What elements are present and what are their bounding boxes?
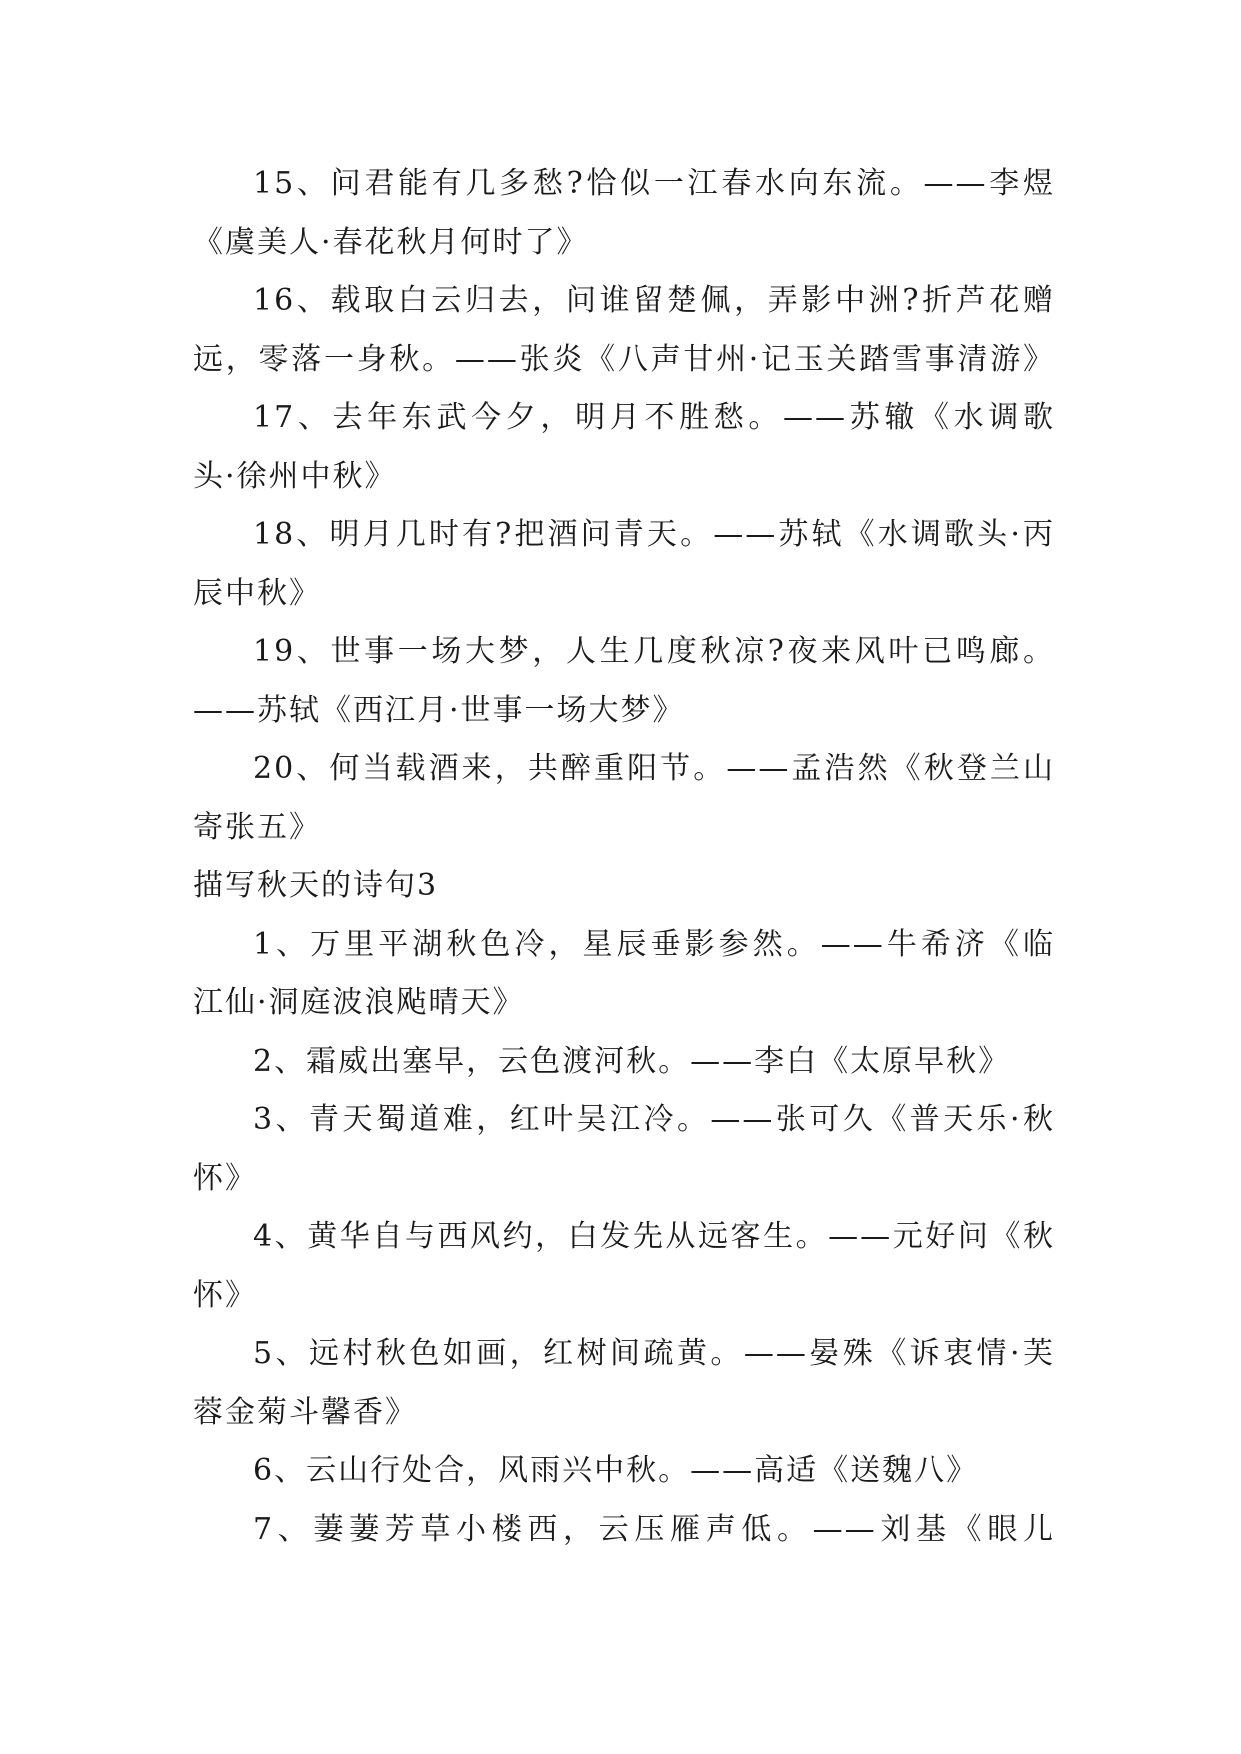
- poem-line: 17、去年东武今夕，明月不胜愁。——苏辙《水调歌: [253, 400, 1055, 435]
- poem-line: 蓉金菊斗馨香》: [193, 1394, 417, 1430]
- document-body: [193, 155, 1055, 1559]
- poem-line: 2、霜威出塞早，云色渡河秋。——李白《太原早秋》: [253, 1043, 1011, 1079]
- poem-line: 《虞美人·春花秋月何时了》: [193, 224, 589, 260]
- poem-line: 15、问君能有几多愁?恰似一江春水向东流。——李煜: [253, 166, 1055, 201]
- poem-line: ——苏轼《西江月·世事一场大梦》: [193, 692, 685, 728]
- poem-line: 江仙·洞庭波浪飐晴天》: [193, 985, 525, 1020]
- poem-line: 20、何当载酒来，共醉重阳节。——孟浩然《秋登兰山: [253, 751, 1055, 786]
- section-heading: 描写秋天的诗句3: [193, 868, 439, 903]
- poem-line: 6、云山行处合，风雨兴中秋。——高适《送魏八》: [253, 1453, 979, 1488]
- poem-line: 怀》: [193, 1160, 257, 1196]
- poem-line: 5、远村秋色如画，红树间疏黄。——晏殊《诉衷情·芙: [253, 1336, 1055, 1371]
- poem-line: 18、明月几时有?把酒问青天。——苏轼《水调歌头·丙: [253, 517, 1055, 552]
- poem-line: 3、青天蜀道难，红叶吴江冷。——张可久《普天乐·秋: [253, 1102, 1055, 1137]
- poem-line: 头·徐州中秋》: [193, 458, 397, 494]
- poem-line: 16、载取白云归去，问谁留楚佩，弄影中洲?折芦花赠: [253, 283, 1055, 318]
- poem-line: 1、万里平湖秋色冷，星辰垂影参然。——牛希济《临: [253, 926, 1055, 962]
- poem-line: 辰中秋》: [193, 575, 321, 611]
- poem-line: 怀》: [193, 1277, 257, 1313]
- poem-line: 19、世事一场大梦，人生几度秋凉?夜来风叶已鸣廊。: [253, 634, 1055, 669]
- poem-line: 远，零落一身秋。——张炎《八声甘州·记玉关踏雪事清游》: [193, 341, 1055, 377]
- poem-line: 4、黄华自与西风约，白发先从远客生。——元好问《秋: [253, 1219, 1055, 1254]
- poem-line: 寄张五》: [193, 809, 321, 845]
- poem-line: 7、萋萋芳草小楼西，云压雁声低。——刘基《眼儿: [253, 1511, 1055, 1547]
